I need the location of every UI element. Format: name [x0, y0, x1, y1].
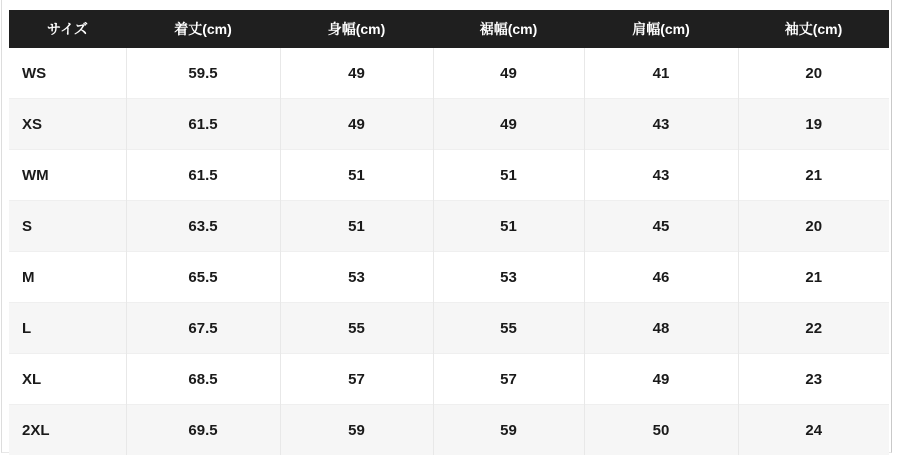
value-cell: 51	[433, 150, 584, 201]
value-cell: 67.5	[126, 303, 280, 354]
table-row-2XL	[9, 405, 889, 456]
value-cell: 21	[738, 150, 889, 201]
value-cell: 61.5	[126, 150, 280, 201]
value-cell: 51	[280, 150, 433, 201]
value-cell: 46	[584, 252, 738, 303]
size-table-header	[9, 10, 889, 48]
value-cell: 43	[584, 99, 738, 150]
value-cell: 49	[433, 48, 584, 99]
value-cell: 57	[433, 354, 584, 405]
header-cell-5: 袖丈(cm)	[738, 10, 889, 48]
value-cell: 20	[738, 201, 889, 252]
value-cell: 59	[280, 405, 433, 456]
value-cell: 49	[280, 99, 433, 150]
value-cell: 48	[584, 303, 738, 354]
size-table-container	[1, 0, 892, 453]
value-cell: 22	[738, 303, 889, 354]
table-row-XL	[9, 354, 889, 405]
header-cell-0: サイズ	[9, 10, 126, 48]
size-cell: M	[9, 252, 126, 303]
table-row-L	[9, 303, 889, 354]
header-row	[9, 10, 889, 48]
value-cell: 49	[584, 354, 738, 405]
value-cell: 41	[584, 48, 738, 99]
value-cell: 55	[280, 303, 433, 354]
table-row-WM	[9, 150, 889, 201]
size-cell: 2XL	[9, 405, 126, 456]
value-cell: 19	[738, 99, 889, 150]
value-cell: 59.5	[126, 48, 280, 99]
value-cell: 23	[738, 354, 889, 405]
value-cell: 69.5	[126, 405, 280, 456]
value-cell: 53	[280, 252, 433, 303]
value-cell: 63.5	[126, 201, 280, 252]
header-cell-1: 着丈(cm)	[126, 10, 280, 48]
header-cell-3: 裾幅(cm)	[433, 10, 584, 48]
size-cell: S	[9, 201, 126, 252]
value-cell: 51	[280, 201, 433, 252]
size-table-body	[9, 48, 889, 455]
value-cell: 53	[433, 252, 584, 303]
value-cell: 21	[738, 252, 889, 303]
table-row-XS	[9, 99, 889, 150]
value-cell: 43	[584, 150, 738, 201]
header-cell-2: 身幅(cm)	[280, 10, 433, 48]
size-cell: WM	[9, 150, 126, 201]
value-cell: 61.5	[126, 99, 280, 150]
value-cell: 45	[584, 201, 738, 252]
header-cell-4: 肩幅(cm)	[584, 10, 738, 48]
table-row-S	[9, 201, 889, 252]
value-cell: 65.5	[126, 252, 280, 303]
size-cell: XS	[9, 99, 126, 150]
table-row-WS	[9, 48, 889, 99]
table-row-M	[9, 252, 889, 303]
value-cell: 59	[433, 405, 584, 456]
value-cell: 55	[433, 303, 584, 354]
value-cell: 57	[280, 354, 433, 405]
value-cell: 49	[433, 99, 584, 150]
value-cell: 20	[738, 48, 889, 99]
value-cell: 51	[433, 201, 584, 252]
size-cell: L	[9, 303, 126, 354]
value-cell: 50	[584, 405, 738, 456]
size-cell: XL	[9, 354, 126, 405]
value-cell: 49	[280, 48, 433, 99]
value-cell: 68.5	[126, 354, 280, 405]
size-table	[9, 10, 889, 455]
size-cell: WS	[9, 48, 126, 99]
value-cell: 24	[738, 405, 889, 456]
